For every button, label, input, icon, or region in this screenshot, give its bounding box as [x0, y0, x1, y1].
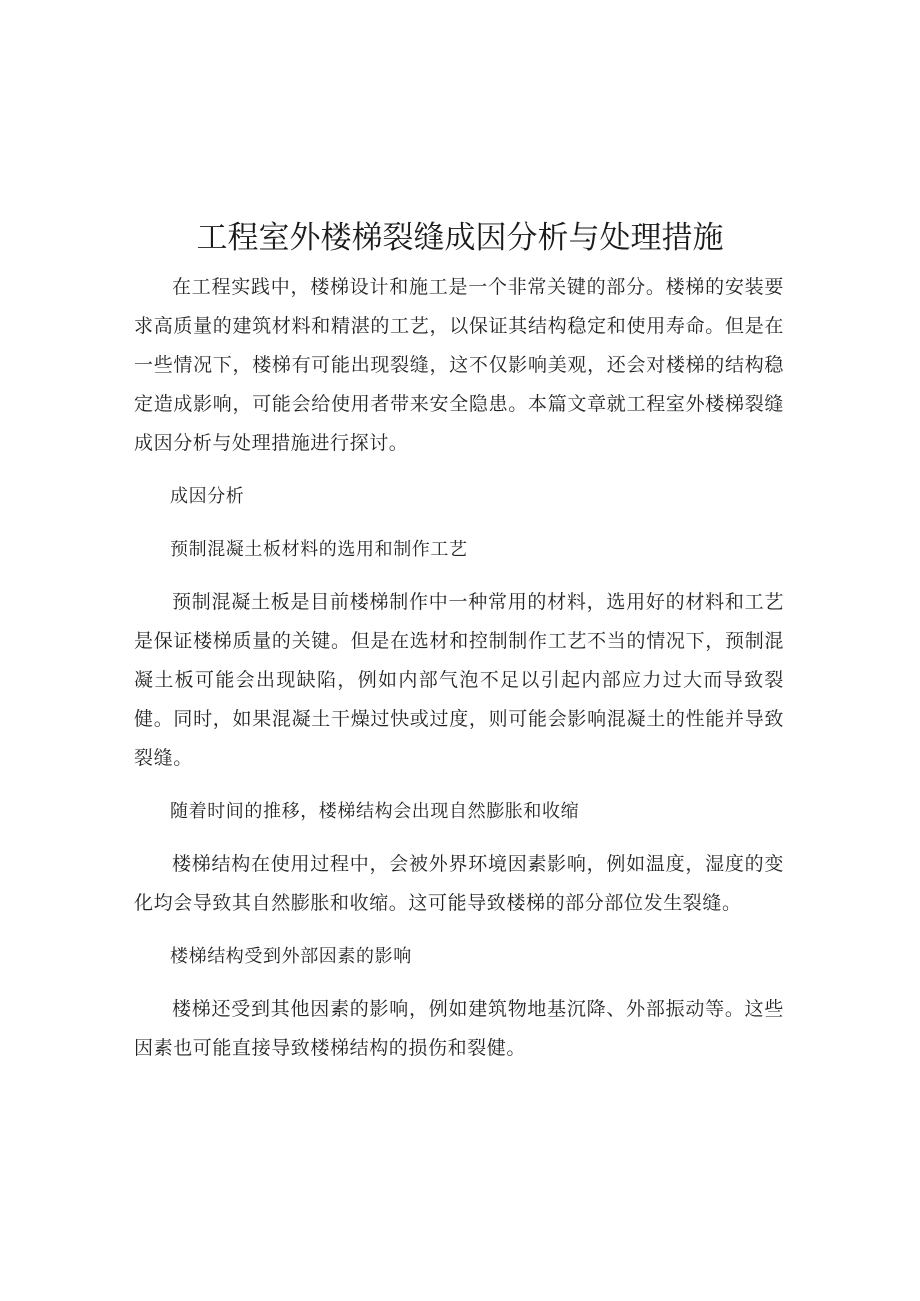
document-body [134, 268, 784, 1068]
paragraph-external-factors: 楼梯还受到其他因素的影响，例如建筑物地基沉降、外部振动等。这些因素也可能直接导致楼梯结构的损伤和裂健。 [134, 998, 784, 1059]
paragraph-expansion-contraction: 楼梯结构在使用过程中，会被外界环境因素影响，例如温度，湿度的变化均会导致其自然膨胀和收缩。这可能导致楼梯的部分部位发生裂缝。 [134, 853, 784, 914]
section-heading-causes: 成因分析 [170, 486, 245, 507]
paragraph-precast-concrete: 预制混凝土板是目前楼梯制作中一种常用的材料，选用好的材料和工艺是保证楼梯质量的关键。但是在选材和控制制作工艺不当的情况下，预制混凝土板可能会出现缺陷，例如内部气泡不足以引起内部应力过大而导致裂健。同时，如果混凝土干燥过快或过度，则可能会影响混凝土的性能并导致裂缝。 [134, 591, 784, 769]
subheading-precast-concrete: 预制混凝土板材料的选用和制作工艺 [170, 539, 468, 560]
document-title: 工程室外楼梯裂缝成因分析与处理措施 [196, 220, 724, 256]
intro-paragraph: 在工程实践中，楼梯设计和施工是一个非常关键的部分。楼梯的安装要求高质量的建筑材料和精湛的工艺，以保证其结构稳定和使用寿命。但是在一些情况下，楼梯有可能出现裂缝，这不仅影响美观，还会对楼梯的结构稳定造成影响，可能会给使用者带来安全隐患。本篇文章就工程室外楼梯裂缝成因分析与处理措施进行探讨。 [134, 276, 784, 454]
subheading-expansion-contraction: 随着时间的推移，楼梯结构会出现自然膨胀和收缩 [170, 801, 580, 822]
subheading-external-factors: 楼梯结构受到外部因素的影响 [170, 946, 412, 967]
